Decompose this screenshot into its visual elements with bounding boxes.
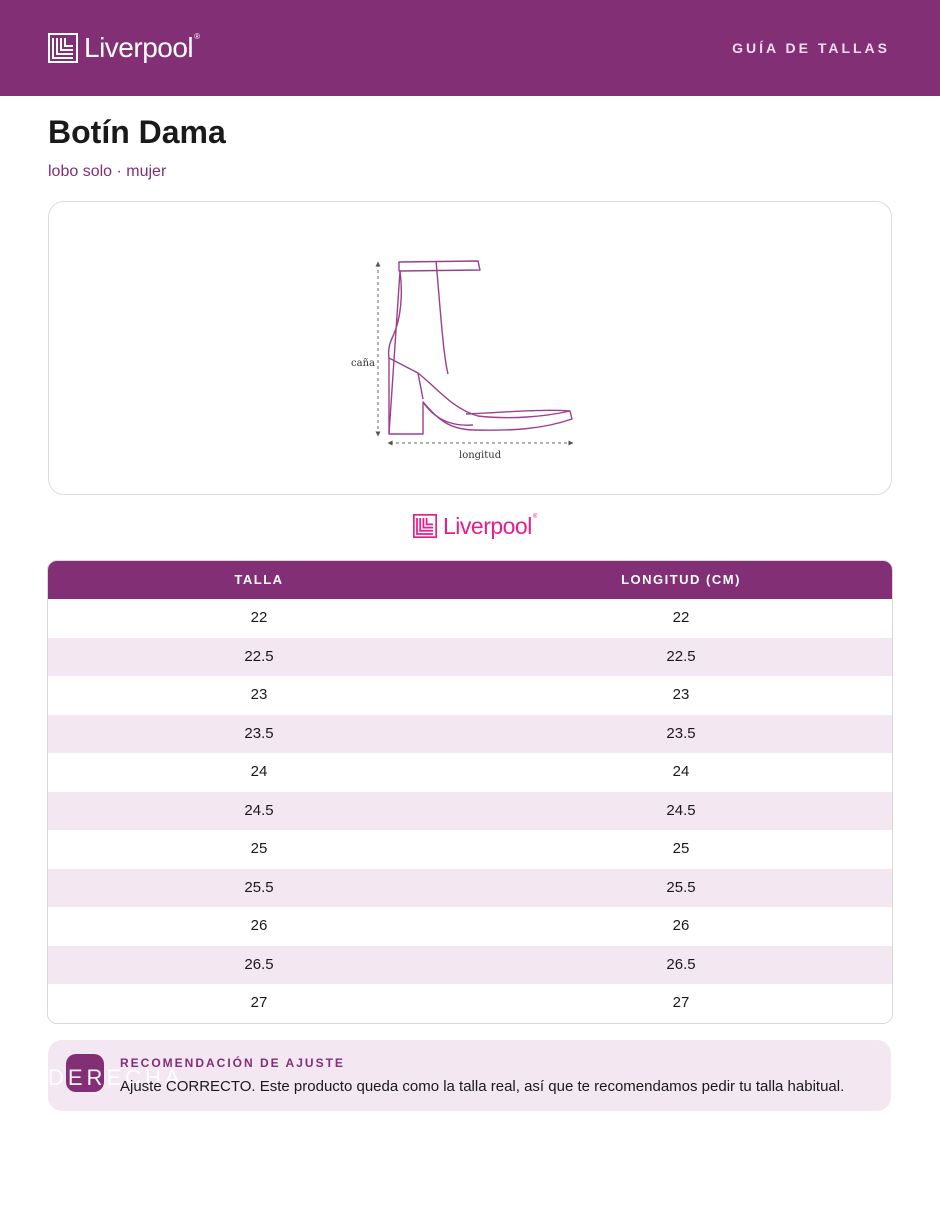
table-row: [48, 869, 892, 908]
header-bar: [0, 0, 940, 96]
table-body: [48, 599, 892, 1023]
size-cell: 25.5: [244, 878, 274, 896]
size-cell: 25: [250, 840, 268, 857]
size-cell: 24.5: [244, 801, 274, 819]
length-cell: 27: [672, 994, 690, 1011]
height-label: caña: [351, 358, 375, 369]
table-row: [48, 946, 892, 985]
size-guide-label: GUÍA DE TALLAS: [732, 40, 890, 56]
liverpool-logo[interactable]: [48, 30, 200, 66]
length-cell: 23.5: [666, 724, 696, 742]
recommendation-label: RECOMENDACIÓN DE AJUSTE: [120, 1056, 345, 1070]
product-title: Botín Dama: [48, 114, 226, 150]
liverpool-brand-logo: [413, 512, 537, 540]
length-label: longitud: [459, 450, 502, 461]
length-cell: 26: [672, 917, 690, 934]
table-row: [48, 753, 892, 792]
size-cell: 24: [250, 763, 268, 780]
boot-size-diagram: [343, 224, 593, 474]
table-row: [48, 676, 892, 715]
table-row: [48, 907, 892, 946]
liverpool-logo-icon: [48, 33, 78, 63]
size-cell: 22: [250, 609, 268, 626]
length-cell: 22: [672, 609, 690, 626]
size-cell: 23: [250, 686, 268, 703]
length-cell: 25: [672, 840, 690, 857]
logo-wordmark: Liverpool: [84, 32, 194, 63]
boot-outline-icon: [389, 261, 572, 434]
recommendation-text: Ajuste CORRECTO. Este producto queda como la talla real, así que te recomendamos pedir tu talla habitual.: [120, 1078, 845, 1095]
liverpool-logo-icon: [413, 514, 437, 538]
registered-mark: ®: [532, 514, 538, 520]
registered-mark: ®: [194, 32, 201, 41]
table-row: [48, 599, 892, 638]
brand-wordmark: Liverpool: [443, 513, 532, 539]
length-cell: 22.5: [666, 647, 696, 665]
length-cell: 23: [672, 686, 690, 703]
size-table: [47, 560, 893, 1024]
fit-recommendation: [48, 1040, 891, 1111]
table-row: [48, 638, 892, 677]
product-subtitle: lobo solo · mujer: [48, 163, 167, 180]
size-cell: 26.5: [244, 955, 274, 973]
product-image-card: [48, 201, 892, 495]
size-cell: 27: [250, 994, 268, 1011]
size-cell: 22.5: [244, 647, 274, 665]
length-cell: 24.5: [666, 801, 696, 819]
table-header: [48, 561, 892, 599]
column-header-length: LONGITUD (CM): [621, 572, 741, 587]
column-header-size: TALLA: [234, 572, 284, 587]
length-cell: 26.5: [666, 955, 696, 973]
table-row: [48, 715, 892, 754]
fit-badge-text: DERECHA: [48, 1065, 184, 1090]
table-row: [48, 984, 892, 1023]
table-row: [48, 830, 892, 869]
length-cell: 25.5: [666, 878, 696, 896]
table-row: [48, 792, 892, 831]
size-cell: 23.5: [244, 724, 274, 742]
size-cell: 26: [250, 917, 268, 934]
length-cell: 24: [672, 763, 690, 780]
